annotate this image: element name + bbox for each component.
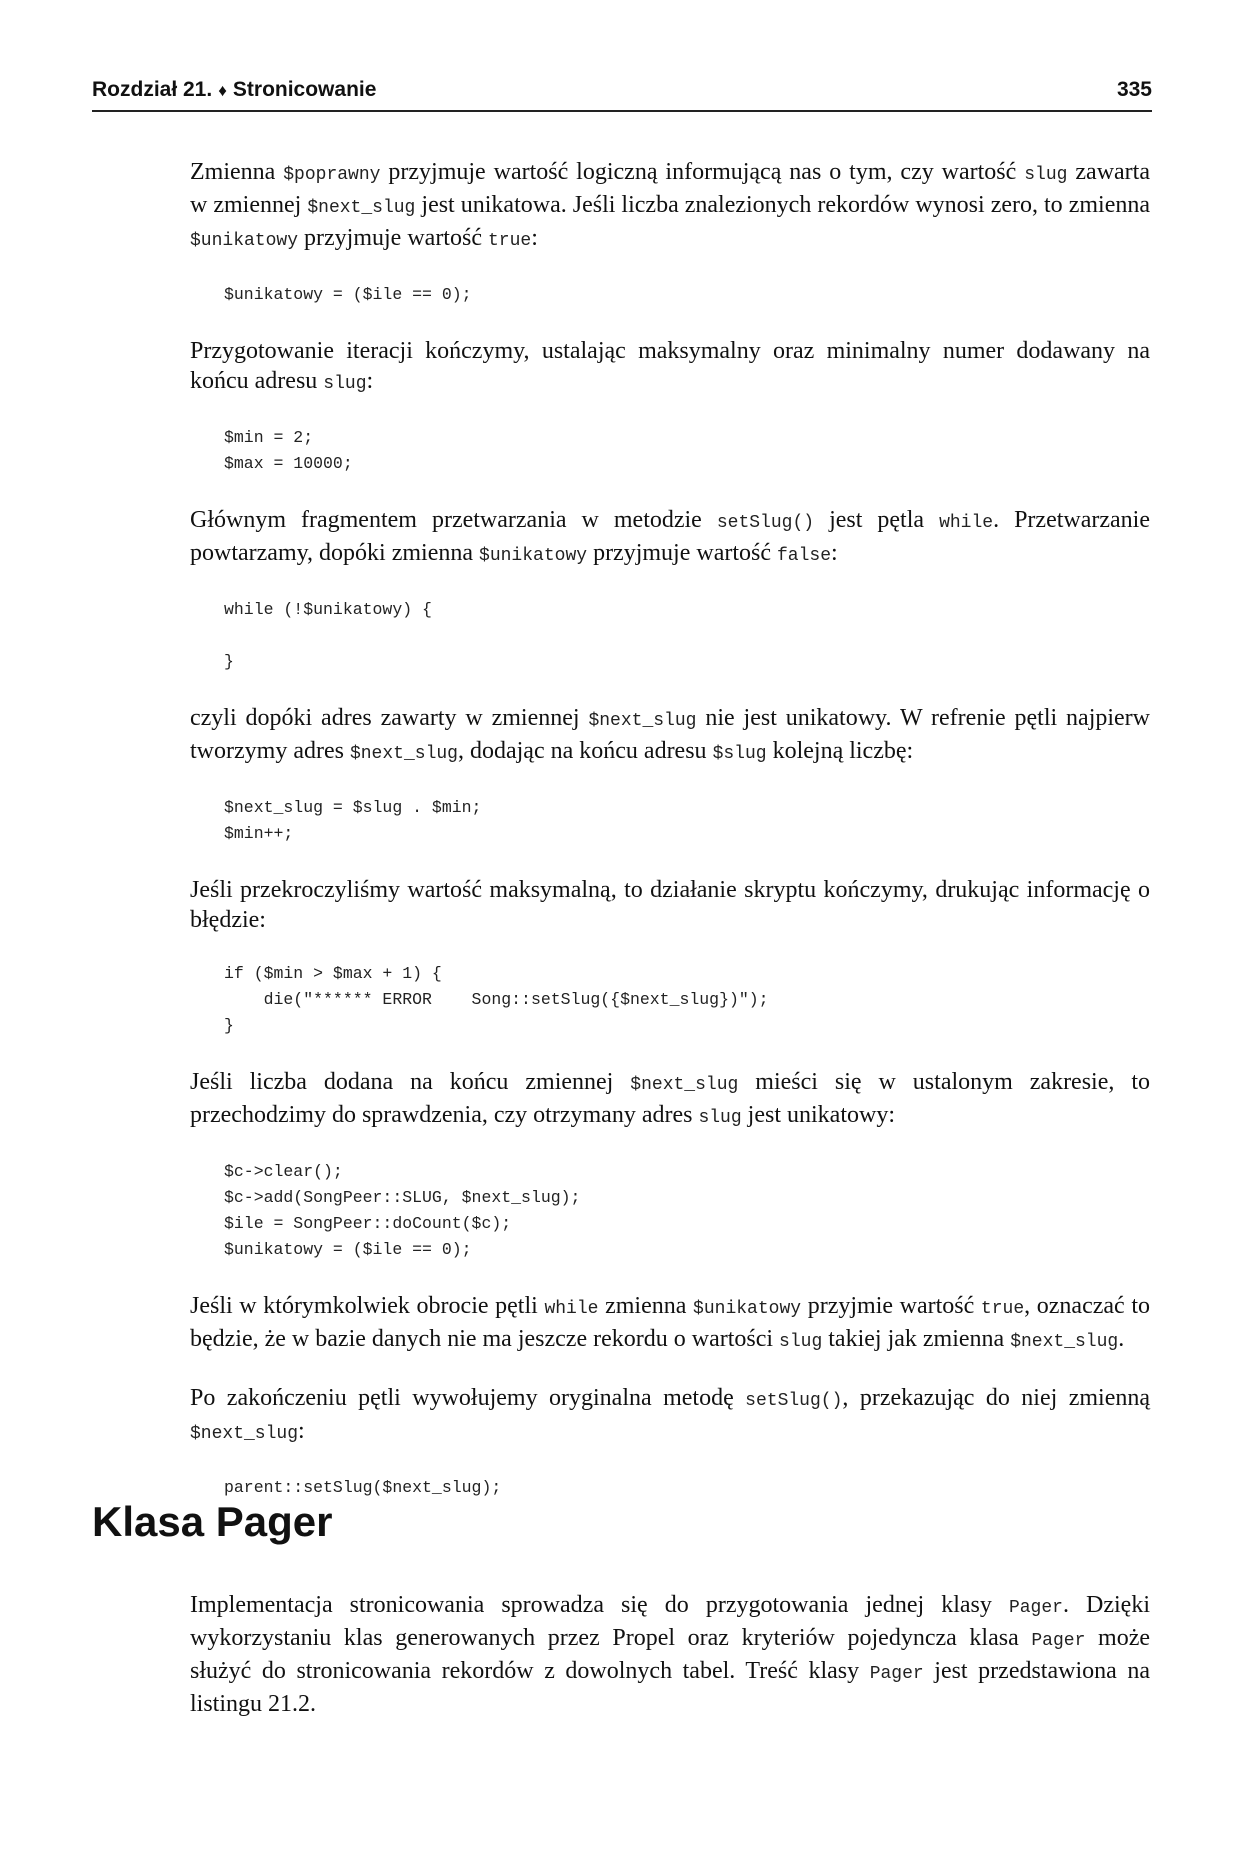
- inline-code: $slug: [712, 744, 767, 764]
- text-run: Jeśli liczba dodana na końcu zmiennej: [190, 1069, 631, 1095]
- header-chapter-title: [92, 78, 376, 102]
- inline-code: setSlug(): [745, 1391, 843, 1411]
- text-run: Głównym fragmentem przetwarzania w metodzie: [190, 507, 717, 533]
- text-run: zawarta w zmiennej: [190, 159, 1150, 218]
- code-block-criteria: $c->clear(); $c->add(SongPeer::SLUG, $next_slug); $ile = SongPeer::doCount($c); $unikatowy = ($ile == 0);: [224, 1162, 581, 1259]
- text-run: zmienna: [598, 1293, 694, 1319]
- paragraph-pager-intro: [190, 1590, 1150, 1719]
- inline-code: $unikatowy: [479, 546, 588, 566]
- diamond-icon: ♦: [218, 81, 227, 100]
- inline-code: Pager: [869, 1664, 924, 1684]
- text-run: , dodając na końcu adresu: [457, 738, 713, 764]
- text-run: :: [831, 540, 838, 566]
- text-run: nie jest unikatowy. W refrenie pętli najpierw tworzymy adres: [190, 705, 1151, 764]
- text-run: przyjmuje wartość: [298, 225, 488, 251]
- page-number: 335: [1116, 78, 1152, 101]
- text-run: przyjmuje wartość logiczną informującą nas o tym, czy wartość: [380, 159, 1025, 185]
- inline-code: $poprawny: [283, 165, 381, 185]
- inline-code: $next_slug: [1010, 1332, 1119, 1352]
- text-run: Implementacja stronicowania sprowadza się do przygotowania jednej klasy: [190, 1592, 1009, 1618]
- paragraph-parent-call: [190, 1383, 1150, 1449]
- text-run: .: [1118, 1326, 1125, 1352]
- inline-code: true: [980, 1299, 1025, 1319]
- text-run: jest unikatowy:: [741, 1102, 895, 1128]
- inline-code: setSlug(): [716, 513, 815, 533]
- paragraph-iteration-setup: [190, 336, 1150, 399]
- paragraph-next-slug: [190, 703, 1150, 769]
- text-run: przyjmie wartość: [801, 1293, 981, 1319]
- section-body: [190, 1590, 1150, 1745]
- paragraph-poprawny: [190, 157, 1150, 256]
- text-run: Zmienna: [190, 159, 284, 185]
- code-block-min-max: $min = 2; $max = 10000;: [224, 428, 353, 473]
- code-block-error: if ($min > $max + 1) { die("****** ERROR Song::setSlug({$next_slug})"); }: [224, 964, 769, 1035]
- chapter-label: Rozdział 21.: [92, 78, 213, 101]
- inline-code: true: [487, 231, 532, 251]
- inline-code: $next_slug: [307, 198, 416, 218]
- code-block-unikatowy: $unikatowy = ($ile == 0);: [224, 285, 472, 304]
- inline-code: $next_slug: [190, 1424, 299, 1444]
- text-run: :: [298, 1418, 305, 1444]
- chapter-title: Stronicowanie: [232, 78, 377, 101]
- inline-code: $next_slug: [630, 1075, 739, 1095]
- text-run: jest pętla: [814, 507, 940, 533]
- text-run: kolejną liczbę:: [766, 738, 914, 764]
- text-run: mieści się w ustalonym zakresie, to przechodzimy do sprawdzenia, czy otrzymany adres: [190, 1069, 1151, 1128]
- text-run: jest przedstawiona na listingu 21.2.: [190, 1658, 1151, 1717]
- text-run: Po zakończeniu pętli wywołujemy oryginalna metodę: [190, 1385, 746, 1411]
- paragraph-error: [190, 875, 1150, 935]
- paragraph-loop-result: [190, 1291, 1150, 1357]
- text-run: Jeśli przekroczyliśmy wartość maksymalną, to działanie skryptu kończymy, drukując informację o błędzie:: [190, 877, 1150, 933]
- text-run: :: [531, 225, 538, 251]
- paragraph-check-unique: [190, 1067, 1150, 1133]
- inline-code: slug: [779, 1332, 823, 1352]
- section-heading: Klasa Pager: [92, 1498, 333, 1545]
- text-run: może służyć do stronicowania rekordów z dowolnych tabel. Treść klasy: [190, 1625, 1150, 1684]
- inline-code: slug: [698, 1108, 742, 1128]
- text-run: Jeśli w którymkolwiek obrocie pętli: [190, 1293, 545, 1319]
- text-run: , oznaczać to będzie, że w bazie danych nie ma jeszcze rekordu o wartości: [190, 1293, 1150, 1352]
- inline-code: $next_slug: [349, 744, 458, 764]
- inline-code: $unikatowy: [190, 231, 299, 251]
- code-block-parent: parent::setSlug($next_slug);: [224, 1478, 502, 1497]
- page-body: [190, 157, 1150, 1529]
- inline-code: $next_slug: [588, 711, 697, 731]
- inline-code: $unikatowy: [693, 1299, 802, 1319]
- text-run: . Dzięki wykorzystaniu klas generowanych przez Propel oraz kryteriów pojedyncza klasa: [190, 1592, 1150, 1651]
- text-run: takiej jak zmienna: [822, 1326, 1011, 1352]
- inline-code: slug: [1024, 165, 1068, 185]
- text-run: . Przetwarzanie powtarzamy, dopóki zmienna: [190, 507, 1150, 566]
- inline-code: while: [939, 513, 994, 533]
- inline-code: while: [544, 1299, 599, 1319]
- inline-code: false: [777, 546, 832, 566]
- text-run: jest unikatowa. Jeśli liczba znalezionych rekordów wynosi zero, to zmienna: [415, 192, 1150, 218]
- inline-code: Pager: [1031, 1631, 1086, 1651]
- text-run: czyli dopóki adres zawarty w zmiennej: [190, 705, 589, 731]
- inline-code: Pager: [1008, 1598, 1063, 1618]
- code-block-next-slug: $next_slug = $slug . $min; $min++;: [224, 798, 482, 843]
- inline-code: slug: [323, 374, 367, 394]
- paragraph-while-loop: [190, 505, 1150, 571]
- text-run: :: [366, 368, 374, 394]
- running-header: [92, 76, 1152, 112]
- text-run: Przygotowanie iteracji kończymy, ustalając maksymalny oraz minimalny numer dodawany na końcu adresu: [190, 338, 1150, 394]
- code-block-while: while (!$unikatowy) { }: [224, 600, 432, 671]
- text-run: , przekazując do niej zmienną: [842, 1385, 1151, 1411]
- text-run: przyjmuje wartość: [587, 540, 777, 566]
